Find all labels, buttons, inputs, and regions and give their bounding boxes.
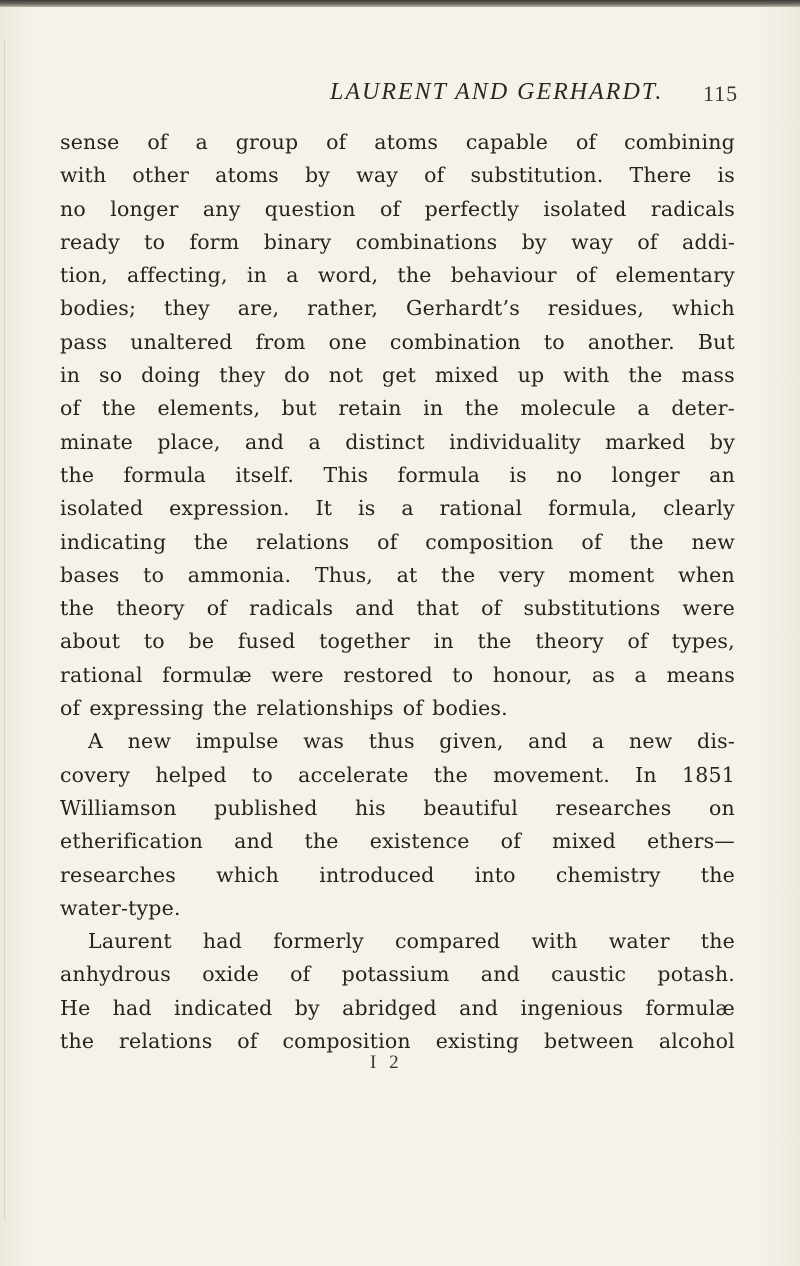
text-line: covery helped to accelerate the movement. In 1851	[60, 762, 735, 787]
signature-mark: I 2	[370, 1052, 403, 1073]
text-line: A new impulse was thus given, and a new dis-	[88, 729, 735, 754]
text-line: about to be fused together in the theory of types,	[60, 629, 735, 654]
text-line: tion, affecting, in a word, the behaviour of elementary	[60, 263, 735, 288]
text-line: sense of a group of atoms capable of combining	[60, 130, 735, 154]
text-line: etherification and the existence of mixed ethers—	[60, 829, 735, 854]
text-line: isolated expression. It is a rational formula, clearly	[60, 496, 735, 521]
page-number: 115	[703, 81, 739, 106]
text-line: the formula itself. This formula is no longer an	[60, 462, 735, 487]
running-head	[0, 79, 800, 119]
text-line: minate place, and a distinct individuality marked by	[60, 429, 735, 454]
text-line: Laurent had formerly compared with water the	[88, 929, 735, 954]
text-line: of expressing the relationships of bodies.	[60, 696, 508, 721]
text-line: researches which introduced into chemistry the	[60, 862, 735, 887]
text-line: anhydrous oxide of potassium and caustic potash.	[60, 962, 735, 987]
page-top-edge	[0, 0, 800, 7]
text-line: Williamson published his beautiful researches on	[60, 795, 735, 820]
text-line: bodies; they are, rather, Gerhardt’s residues, which	[60, 296, 735, 321]
text-line: rational formulæ were restored to honour, as a means	[60, 662, 735, 687]
text-line: no longer any question of perfectly isolated radicals	[60, 196, 735, 221]
body-text	[60, 126, 735, 1058]
text-line: He had indicated by abridged and ingenious formulæ	[60, 995, 735, 1020]
text-line: bases to ammonia. Thus, at the very moment when	[60, 562, 735, 587]
text-line: in so doing they do not get mixed up with the mass	[60, 363, 735, 388]
text-line: water-type.	[60, 895, 181, 920]
text-line: pass unaltered from one combination to another. But	[60, 329, 735, 354]
text-line: the theory of radicals and that of substitutions were	[60, 596, 735, 621]
text-line: with other atoms by way of substitution. There is	[60, 163, 735, 188]
text-line: of the elements, but retain in the molecule a deter-	[60, 396, 735, 421]
text-line: indicating the relations of composition of the new	[60, 529, 735, 554]
page-gutter-line	[4, 40, 5, 1220]
text-line: ready to form binary combinations by way of addi-	[60, 229, 735, 254]
text-line: the relations of composition existing between alcohol	[60, 1029, 735, 1054]
running-title: LAURENT AND GERHARDT.	[330, 79, 664, 105]
